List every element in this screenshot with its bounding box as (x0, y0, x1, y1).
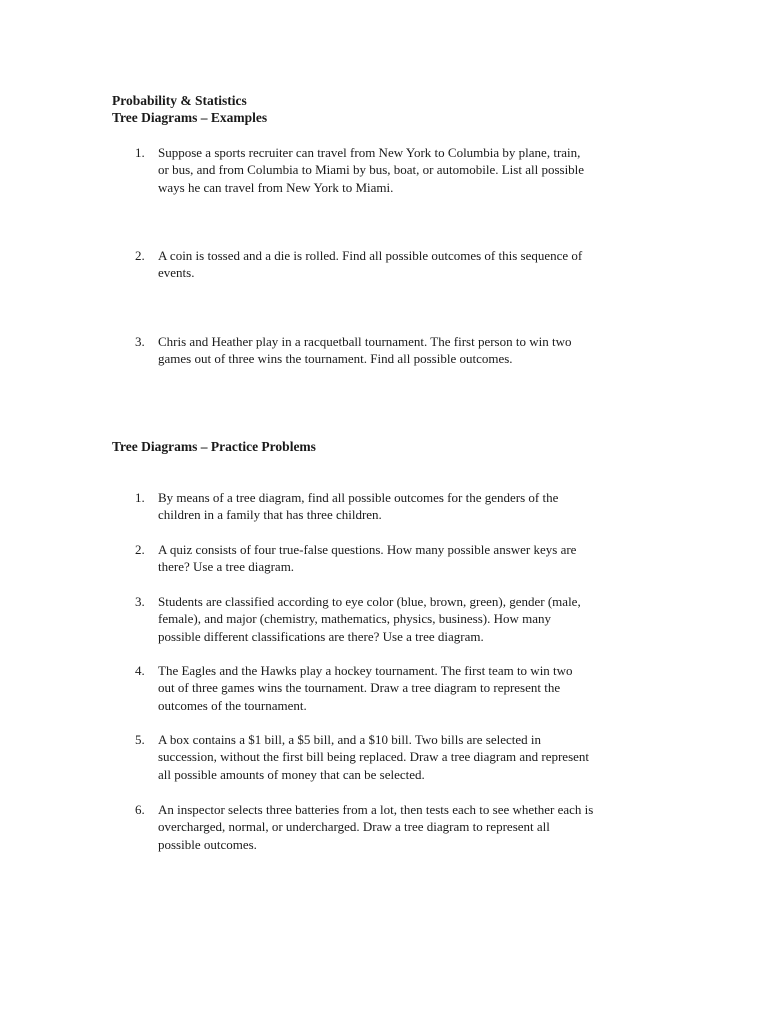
item-text-line: A coin is tossed and a die is rolled. Find all possible outcomes of this sequence of (158, 248, 583, 263)
item-text-line: A quiz consists of four true-false questions. How many possible answer keys are (158, 542, 577, 557)
item-text-line: children in a family that has three children. (158, 507, 382, 523)
course-title: Probability & Statistics (112, 93, 247, 108)
item-text-line: there? Use a tree diagram. (158, 559, 295, 575)
item-text-line: ways he can travel from New York to Miami. (158, 179, 394, 195)
item-text-line: possible different classifications are there? Use a tree diagram. (158, 628, 484, 644)
item-text-line: outcomes of the tournament. (158, 697, 307, 713)
item-number: 4. (135, 663, 145, 678)
item-text-line: succession, without the first bill being replaced. Draw a tree diagram and represent (158, 749, 590, 765)
item-text-line: Suppose a sports recruiter can travel from New York to Columbia by plane, train, (158, 145, 581, 160)
item-number: 1. (135, 490, 145, 505)
item-text-line: games out of three wins the tournament. Find all possible outcomes. (158, 351, 513, 367)
item-text-line: An inspector selects three batteries from a lot, then tests each to see whether each is (158, 802, 594, 817)
item-number: 3. (135, 594, 145, 609)
item-number: 3. (135, 334, 145, 349)
item-text-line: out of three games wins the tournament. Draw a tree diagram to represent the (158, 680, 561, 696)
item-text-line: Students are classified according to eye color (blue, brown, green), gender (male, (158, 594, 581, 609)
item-number: 2. (135, 248, 145, 263)
item-number: 5. (135, 732, 145, 747)
item-text-line: Chris and Heather play in a racquetball tournament. The first person to win two (158, 334, 572, 349)
item-number: 1. (135, 145, 145, 160)
item-text-line: By means of a tree diagram, find all possible outcomes for the genders of the (158, 490, 559, 505)
examples-title: Tree Diagrams – Examples (112, 110, 268, 125)
item-number: 6. (135, 802, 145, 817)
item-text-line: A box contains a $1 bill, a $5 bill, and a $10 bill. Two bills are selected in (158, 732, 542, 747)
item-text-line: or bus, and from Columbia to Miami by bus, boat, or automobile. List all possible (158, 162, 585, 178)
item-text-line: female), and major (chemistry, mathematics, physics, business). How many (158, 611, 552, 627)
item-number: 2. (135, 542, 145, 557)
item-text-line: possible outcomes. (158, 836, 257, 852)
item-text-line: overcharged, normal, or undercharged. Draw a tree diagram to represent all (158, 819, 550, 835)
practice-title: Tree Diagrams – Practice Problems (112, 439, 316, 454)
item-text-line: events. (158, 265, 195, 281)
item-text-line: all possible amounts of money that can be selected. (158, 766, 425, 782)
item-text-line: The Eagles and the Hawks play a hockey tournament. The first team to win two (158, 663, 573, 678)
